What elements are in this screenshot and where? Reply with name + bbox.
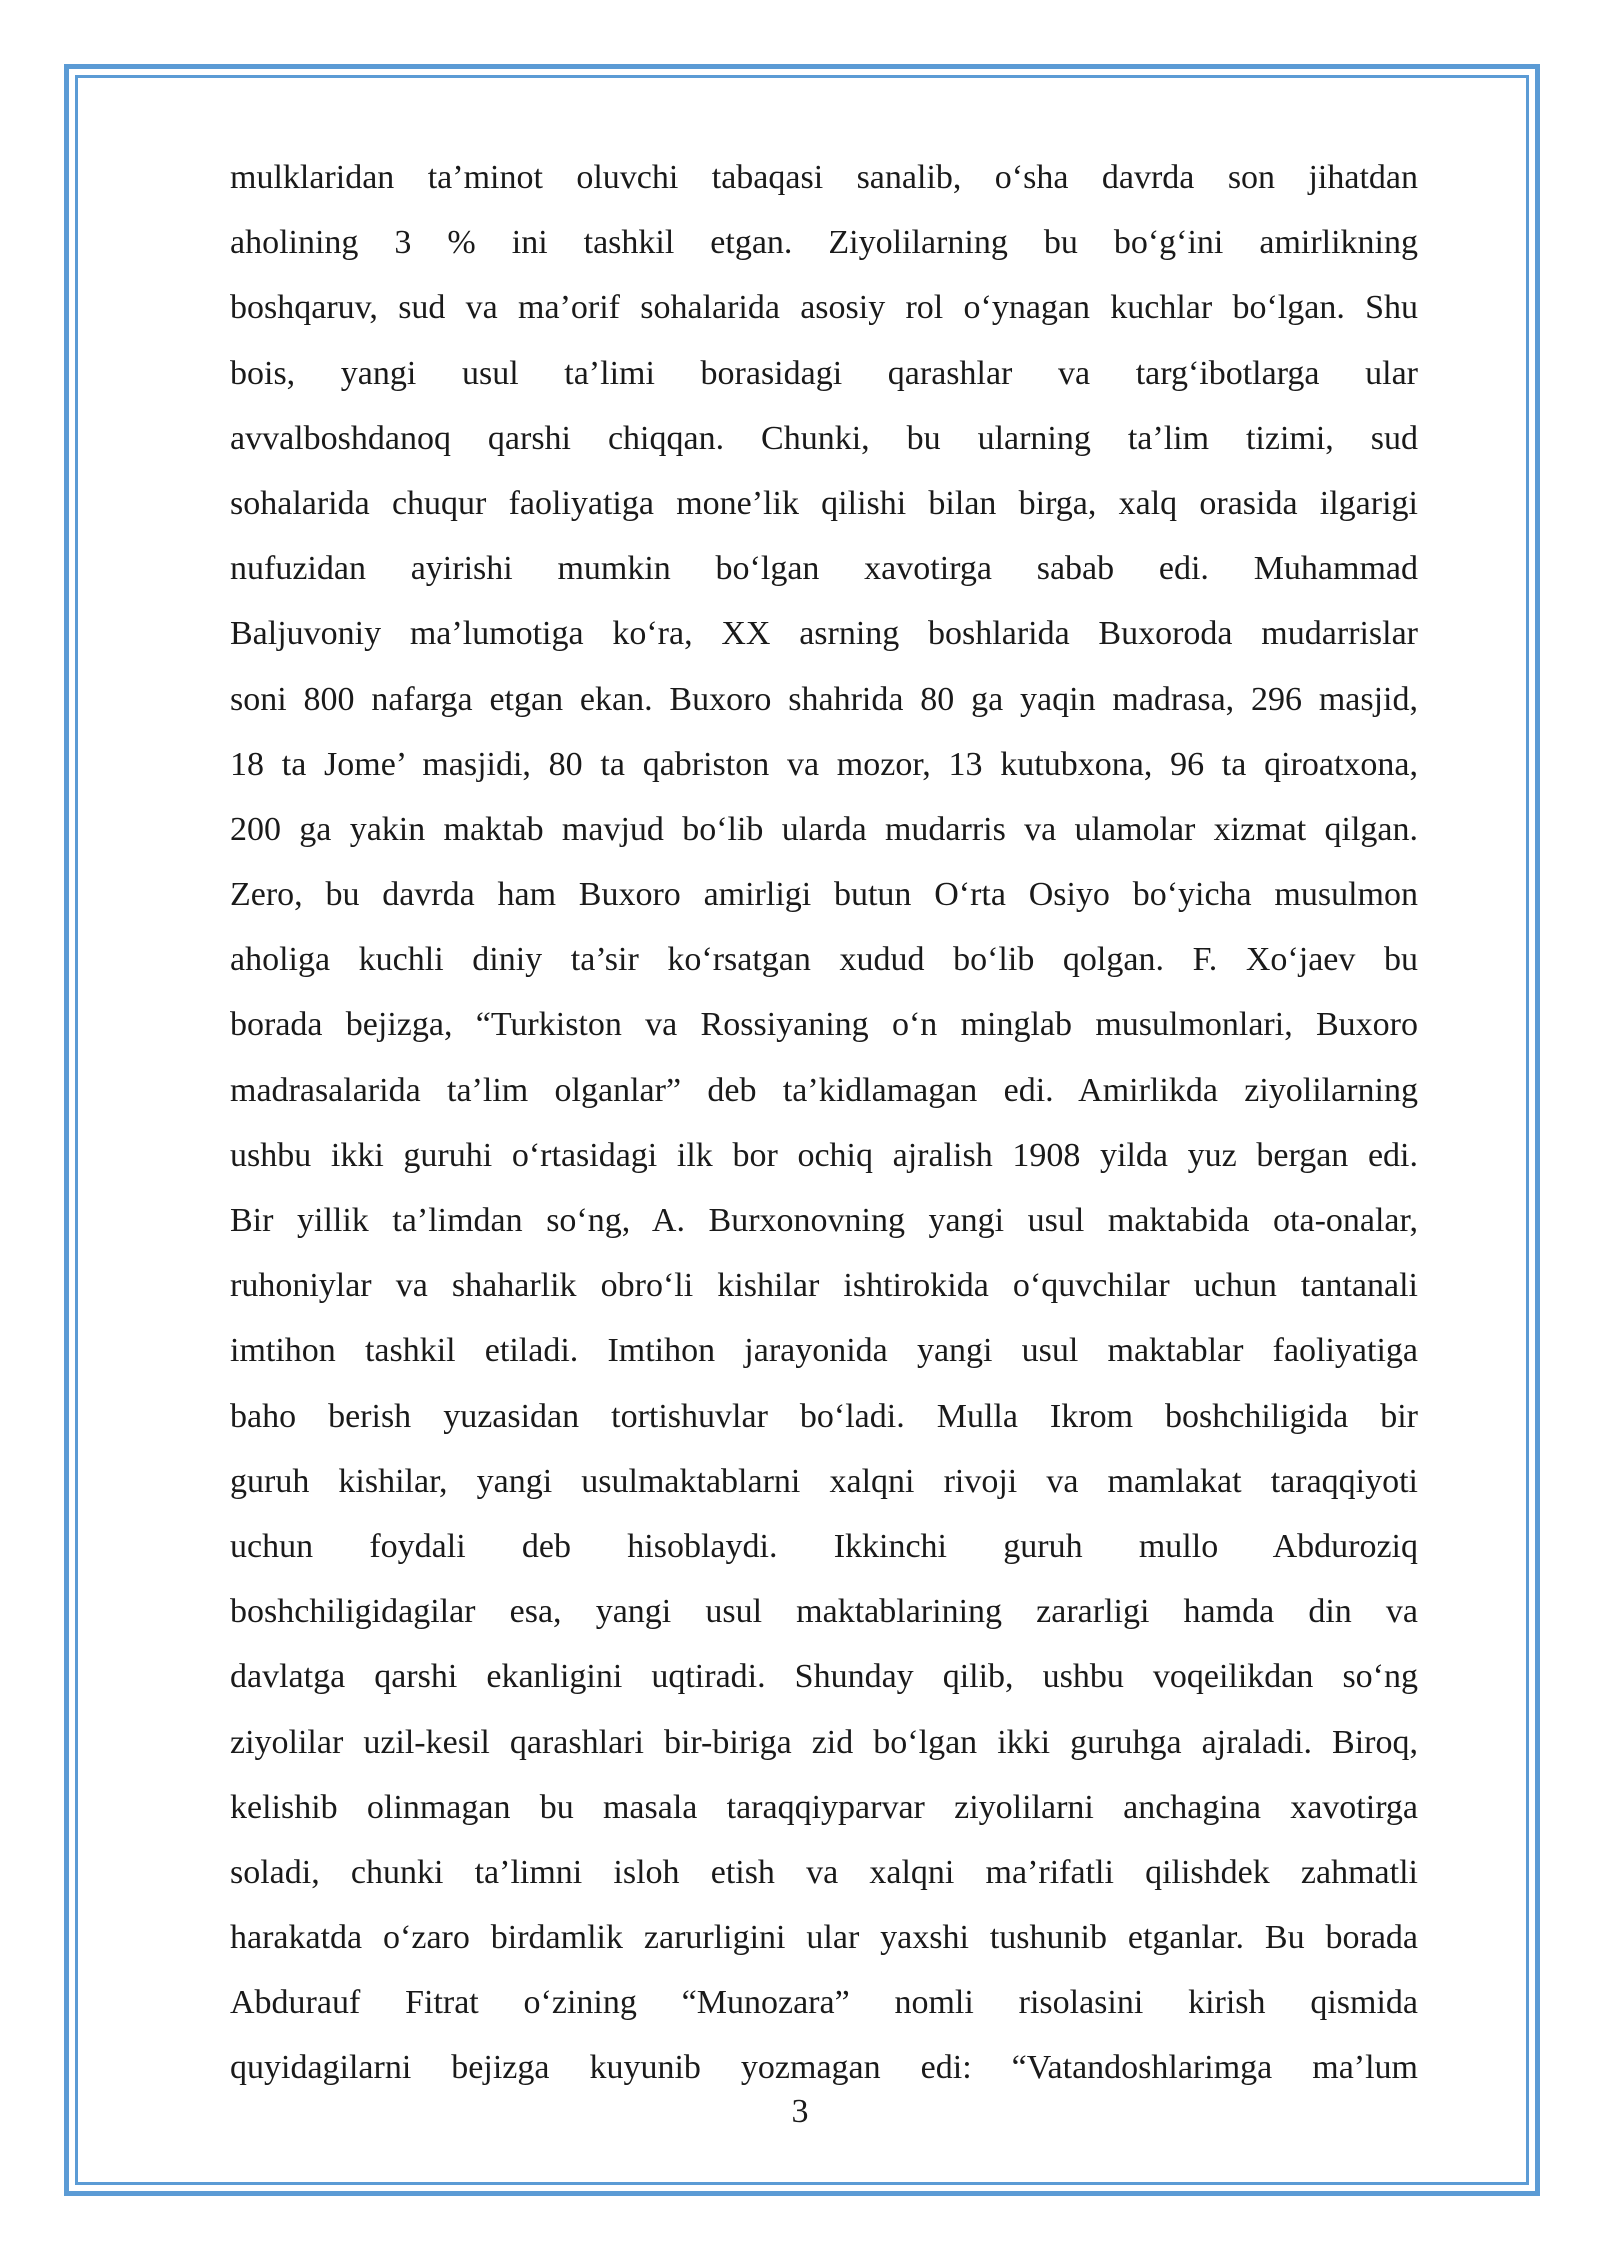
- text-line: 18 ta Jome’ masjidi, 80 ta qabriston va mozor, 13 kutubxona, 96 ta qiroatxona,: [230, 745, 1418, 783]
- text-line: Abdurauf Fitrat o‘zining “Munozara” nomli risolasini kirish qismida: [230, 1984, 1418, 2022]
- text-line: ushbu ikki guruhi o‘rtasidagi ilk bor ochiq ajralish 1908 yilda yuz bergan edi.: [230, 1136, 1418, 1174]
- text-line: imtihon tashkil etiladi. Imtihon jarayonida yangi usul maktablar faoliyatiga: [230, 1332, 1418, 1370]
- text-line: baho berish yuzasidan tortishuvlar bo‘ladi. Mulla Ikrom boshchiligida bir: [230, 1397, 1418, 1435]
- text-line: quyidagilarni bejizga kuyunib yozmagan edi: “Vatandoshlarimga ma’lum: [230, 2049, 1418, 2087]
- text-line: borada bejizga, “Turkiston va Rossiyaning o‘n minglab musulmonlari, Buxoro: [230, 1006, 1418, 1044]
- text-line: madrasalarida ta’lim olganlar” deb ta’kidlamagan edi. Amirlikda ziyolilarning: [230, 1071, 1418, 1109]
- text-line: guruh kishilar, yangi usulmaktablarni xalqni rivoji va mamlakat taraqqiyoti: [230, 1462, 1418, 1500]
- text-line: ziyolilar uzil-kesil qarashlari bir-biriga zid bo‘lgan ikki guruhga ajraladi. Biroq,: [230, 1723, 1418, 1761]
- text-line: soni 800 nafarga etgan ekan. Buxoro shahrida 80 ga yaqin madrasa, 296 masjid,: [230, 680, 1418, 718]
- page-number: 3: [791, 2093, 809, 2130]
- text-line: Bir yillik ta’limdan so‘ng, A. Burxonovning yangi usul maktabida ota-onalar,: [230, 1202, 1418, 1239]
- text-line: harakatda o‘zaro birdamlik zarurligini ular yaxshi tushunib etganlar. Bu borada: [230, 1919, 1418, 1957]
- text-line: Zero, bu davrda ham Buxoro amirligi butun O‘rta Osiyo bo‘yicha musulmon: [230, 876, 1418, 914]
- text-line: davlatga qarshi ekanligini uqtiradi. Shunday qilib, ushbu voqeilikdan so‘ng: [230, 1658, 1418, 1696]
- text-line: boshchiligidagilar esa, yangi usul maktablarining zararligi hamda din va: [230, 1593, 1418, 1631]
- text-line: uchun foydali deb hisoblaydi. Ikkinchi guruh mullo Abduroziq: [230, 1527, 1418, 1565]
- text-line: kelishib olinmagan bu masala taraqqiyparvar ziyolilarni anchagina xavotirga: [230, 1788, 1418, 1826]
- text-line: boshqaruv, sud va ma’orif sohalarida asosiy rol o‘ynagan kuchlar bo‘lgan. Shu: [230, 289, 1418, 327]
- text-line: aholining 3 % ini tashkil etgan. Ziyolilarning bu bo‘g‘ini amirlikning: [230, 224, 1418, 262]
- body-paragraph: [230, 145, 1418, 2101]
- text-line: 200 ga yakin maktab mavjud bo‘lib ularda mudarris va ulamolar xizmat qilgan.: [230, 810, 1418, 848]
- text-line: sohalarida chuqur faoliyatiga mone’lik qilishi bilan birga, xalq orasida ilgarigi: [230, 484, 1418, 522]
- text-line: ruhoniylar va shaharlik obro‘li kishilar ishtirokida o‘quvchilar uchun tantanali: [230, 1267, 1418, 1305]
- text-line: avvalboshdanoq qarshi chiqqan. Chunki, bu ularning ta’lim tizimi, sud: [230, 419, 1418, 457]
- text-line: mulklaridan ta’minot oluvchi tabaqasi sanalib, o‘sha davrda son jihatdan: [230, 159, 1418, 196]
- text-line: aholiga kuchli diniy ta’sir ko‘rsatgan xudud bo‘lib qolgan. F. Xo‘jaev bu: [230, 941, 1418, 979]
- text-line: bois, yangi usul ta’limi borasidagi qarashlar va targ‘ibotlarga ular: [230, 354, 1418, 392]
- text-line: nufuzidan ayirishi mumkin bo‘lgan xavotirga sabab edi. Muhammad: [230, 550, 1418, 588]
- text-line: soladi, chunki ta’limni isloh etish va xalqni ma’rifatli qilishdek zahmatli: [230, 1853, 1418, 1891]
- text-line: Baljuvoniy ma’lumotiga ko‘ra, XX asrning boshlarida Buxoroda mudarrislar: [230, 615, 1418, 653]
